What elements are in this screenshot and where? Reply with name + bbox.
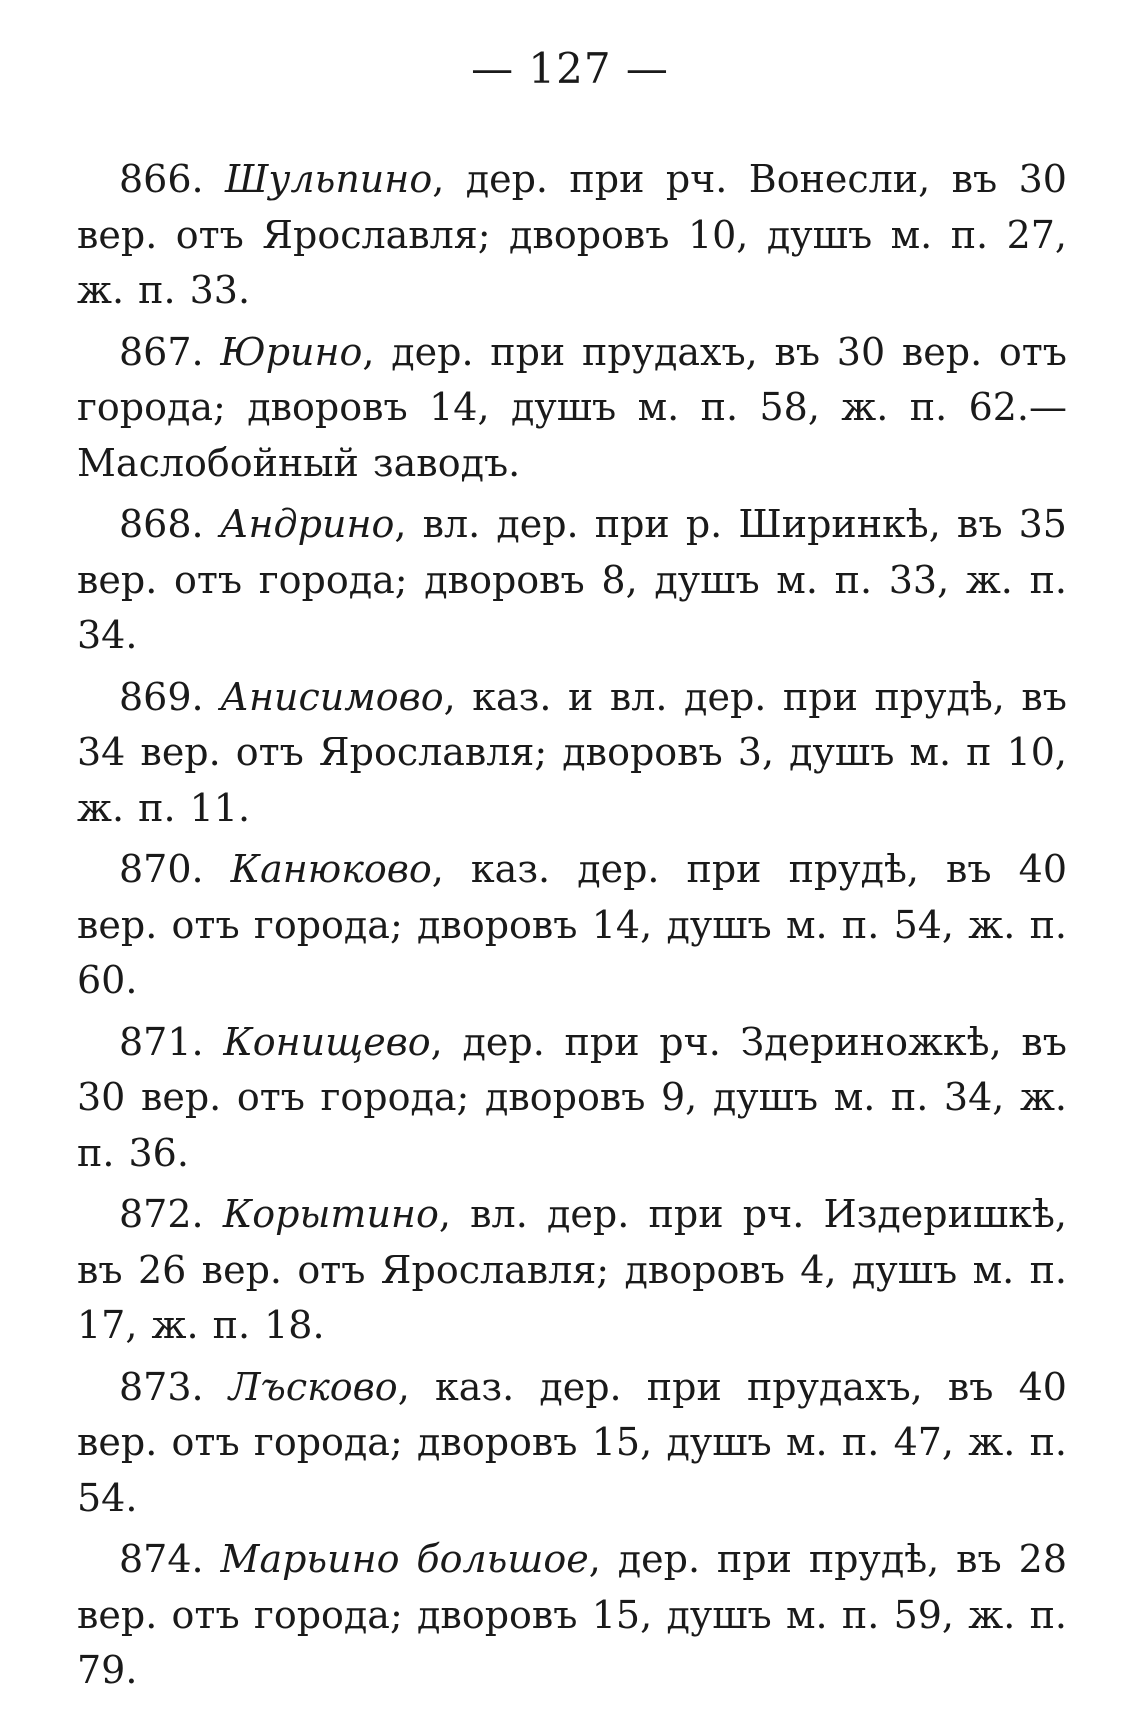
entry-description: , дер. при рч. Здериножкѣ, въ 30 вер. отъ города; дворовъ 9, душъ м. п. 34, ж. п. 36. [77, 1019, 1067, 1175]
entry-874 [77, 1532, 1067, 1699]
entry-place-name: Шульпино [225, 157, 433, 201]
entry-870 [77, 842, 1067, 1009]
entry-number: 868. [119, 502, 204, 546]
entry-871 [77, 1015, 1067, 1182]
entry-number: 870. [119, 847, 204, 891]
entry-872 [77, 1187, 1067, 1354]
entry-868 [77, 497, 1067, 664]
entry-number: 874. [119, 1537, 204, 1581]
entry-place-name: Марьино большое [220, 1537, 589, 1581]
entry-description: , каз. дер. при прудахъ, въ 40 вер. отъ города; дворовъ 15, душъ м. п. 47, ж. п. 54. [77, 1364, 1067, 1520]
entry-place-name: Канюково [230, 847, 432, 891]
entry-number: 873. [119, 1364, 204, 1409]
entry-place-name: Лъсково [228, 1364, 398, 1409]
entry-number: 871. [119, 1019, 204, 1064]
entry-866 [77, 152, 1067, 319]
entry-place-name: Юрино [220, 329, 363, 374]
entry-place-name: Корытино [222, 1192, 439, 1236]
entry-number: 872. [119, 1192, 204, 1236]
entry-place-name: Конищево [223, 1019, 431, 1064]
entry-869 [77, 670, 1067, 837]
entry-list [77, 152, 1067, 1705]
page-number: — 127 — [471, 44, 669, 93]
entry-description: , дер. при прудѣ, въ 28 вер. отъ города; дворовъ 15, душъ м. п. 59, ж. п. 79. [77, 1537, 1067, 1692]
entry-873 [77, 1360, 1067, 1527]
entry-867 [77, 325, 1067, 492]
entry-number: 866. [119, 157, 204, 201]
entry-number: 869. [119, 674, 204, 719]
entry-number: 867. [119, 329, 204, 374]
entry-description: , дер. при рч. Вонесли, въ 30 вер. отъ Ярославля; дворовъ 10, душъ м. п. 27, ж. п. 33. [77, 157, 1067, 312]
entry-place-name: Андрино [219, 502, 395, 546]
entry-description: , каз. и вл. дер. при прудѣ, въ 34 вер. отъ Ярославля; дворовъ 3, душъ м. п 10, ж. п. 11. [77, 674, 1067, 830]
entry-description: , вл. дер. при рч. Издеришкѣ, въ 26 вер. отъ Ярославля; дворовъ 4, душъ м. п. 17, ж. п. 18. [77, 1192, 1067, 1347]
entry-description: , дер. при прудахъ, въ 30 вер. отъ города; дворовъ 14, душъ м. п. 58, ж. п. 62.—Маслобойный заводъ. [77, 329, 1067, 485]
entry-description: , каз. дер. при прудѣ, въ 40 вер. отъ города; дворовъ 14, душъ м. п. 54, ж. п. 60. [77, 847, 1067, 1002]
entry-description: , вл. дер. при р. Ширинкѣ, въ 35 вер. отъ города; дворовъ 8, душъ м. п. 33, ж. п. 34. [77, 502, 1067, 657]
entry-place-name: Анисимово [220, 674, 444, 719]
